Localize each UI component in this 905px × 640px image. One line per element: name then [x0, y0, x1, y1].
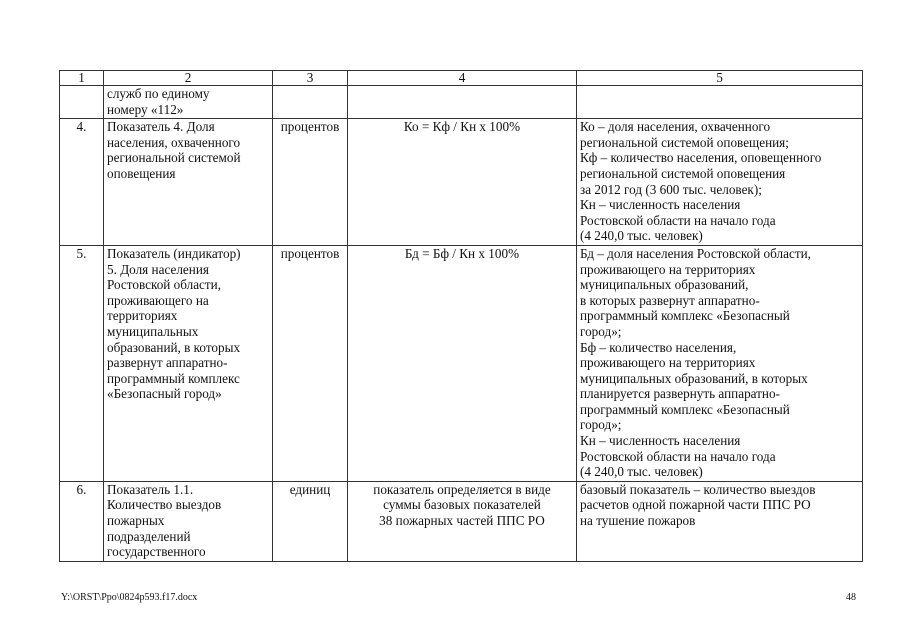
cell-formula — [348, 245, 577, 481]
text-line: оповещения — [107, 165, 176, 181]
text-line: Показатель 4. Доля — [107, 119, 215, 135]
text-line: Ко – доля населения, охваченного — [580, 119, 771, 135]
text-line: региональной системой оповещения — [580, 165, 786, 181]
indicator-table — [59, 70, 863, 562]
cell-name — [104, 119, 273, 246]
text-line: Показатель 1.1. — [107, 481, 194, 497]
text-line: 38 пожарных частей ППС РО — [379, 513, 545, 529]
text-line: программный комплекс «Безопасный — [580, 308, 790, 324]
text-line: проживающего на территориях — [580, 355, 756, 371]
header-col-5: 5 — [577, 71, 863, 86]
text-line: Ростовской области на начало года — [580, 448, 776, 464]
table-header-row — [60, 71, 863, 86]
text-line: региональной системой — [107, 150, 241, 166]
cell-name — [104, 481, 273, 561]
text-line: Кф – количество населения, оповещенного — [580, 150, 822, 166]
text-line: Ко = Кф / Кн х 100% — [403, 119, 521, 135]
cell-num — [60, 86, 104, 119]
text-line: муниципальных образований, в которых — [580, 370, 808, 386]
text-line: номеру «112» — [107, 101, 184, 117]
text-line: 5. Доля населения — [107, 261, 209, 277]
text-line: за 2012 год (3 600 тыс. человек); — [580, 181, 762, 197]
text-line: региональной системой оповещения; — [580, 134, 789, 150]
text-line: Кн – численность населения — [580, 433, 741, 449]
cell-unit — [273, 86, 348, 119]
cell-description — [577, 119, 863, 246]
text-line: Бф – количество населения, — [580, 339, 737, 355]
footer-page-number: 48 — [846, 592, 856, 603]
text-line: Количество выездов — [107, 497, 222, 513]
text-line: (4 240,0 тыс. человек) — [580, 464, 703, 480]
text-line: город»; — [580, 323, 622, 339]
text-line: подразделений — [107, 528, 191, 544]
text-line: проживающего на территориях — [580, 261, 756, 277]
cell-description — [577, 481, 863, 561]
cell-unit: процентов — [273, 119, 348, 246]
text-line: образований, в которых — [107, 339, 241, 355]
cell-num: 5. — [60, 245, 104, 481]
text-line: показатель определяется в виде — [373, 481, 551, 497]
footer-file-path: Y:\ORST\Ppo\0824p593.f17.docx — [61, 592, 198, 603]
text-line: муниципальных — [107, 323, 199, 339]
text-line: планируется развернуть аппаратно- — [580, 386, 780, 402]
text-line: Бд – доля населения Ростовской области, — [580, 245, 811, 261]
text-line: программный комплекс — [107, 370, 240, 386]
text-line: развернут аппаратно- — [107, 355, 228, 371]
text-line: программный комплекс «Безопасный — [580, 401, 790, 417]
text-line: (4 240,0 тыс. человек) — [580, 228, 703, 244]
header-col-4: 4 — [348, 71, 577, 86]
table-body — [60, 119, 863, 562]
text-line: Ростовской области на начало года — [580, 212, 776, 228]
text-line: Кн – численность населения — [580, 197, 741, 213]
table-row — [60, 119, 863, 246]
table-row — [60, 481, 863, 561]
cell-unit: процентов — [273, 245, 348, 481]
cell-num: 4. — [60, 119, 104, 246]
cell-formula — [348, 481, 577, 561]
text-line: проживающего на — [107, 292, 209, 308]
cell-formula — [348, 119, 577, 246]
header-col-1: 1 — [60, 71, 104, 86]
text-line: базовый показатель – количество выездов — [580, 481, 816, 497]
text-line: территориях — [107, 308, 178, 324]
table-row — [60, 245, 863, 481]
text-line: на тушение пожаров — [580, 513, 696, 529]
cell-name — [104, 86, 273, 119]
text-line: Показатель (индикатор) — [107, 245, 241, 261]
text-line: суммы базовых показателей — [383, 497, 541, 513]
header-col-2: 2 — [104, 71, 273, 86]
cell-description — [577, 245, 863, 481]
text-line: расчетов одной пожарной части ППС РО — [580, 497, 811, 513]
text-line: пожарных — [107, 513, 165, 529]
text-line: государственного — [107, 544, 206, 560]
cell-unit: единиц — [273, 481, 348, 561]
text-line: муниципальных образований, — [580, 277, 749, 293]
text-line: в которых развернут аппаратно- — [580, 292, 760, 308]
text-line: город»; — [580, 417, 622, 433]
text-line: «Безопасный город» — [107, 386, 222, 402]
text-line: служб по единому — [107, 86, 210, 101]
table-row-continuation — [60, 86, 863, 119]
cell-name — [104, 245, 273, 481]
cell-description — [577, 86, 863, 119]
text-line: Ростовской области, — [107, 277, 222, 293]
cell-num: 6. — [60, 481, 104, 561]
text-line: Бд = Бф / Кн х 100% — [404, 245, 520, 261]
text-line: населения, охваченного — [107, 134, 241, 150]
cell-formula — [348, 86, 577, 119]
header-col-3: 3 — [273, 71, 348, 86]
